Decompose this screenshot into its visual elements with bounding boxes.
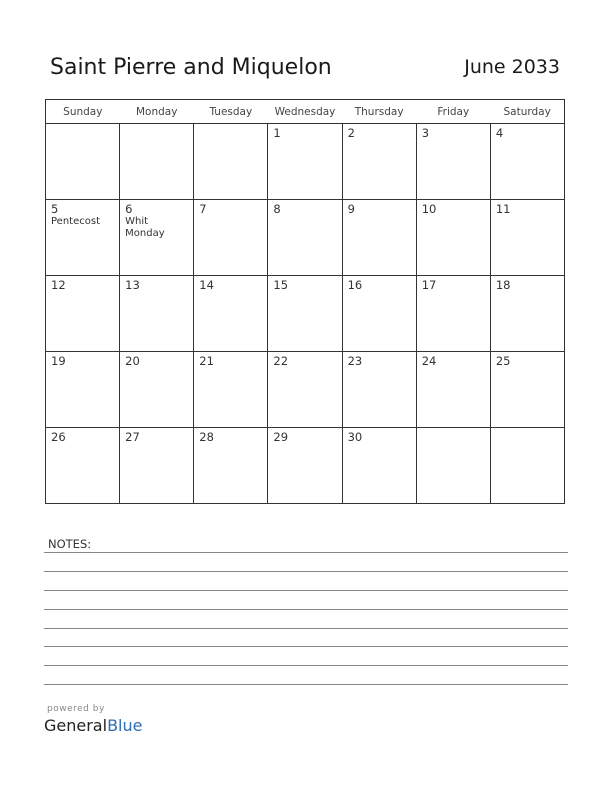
day-number: 26 <box>51 430 66 444</box>
day-cell <box>490 200 564 276</box>
day-number: 4 <box>495 126 504 140</box>
day-cell <box>46 124 120 200</box>
day-number: 8 <box>273 202 281 216</box>
day-number: 23 <box>347 354 363 368</box>
powered-by-text: powered by <box>47 704 105 714</box>
day-cell <box>268 428 342 504</box>
day-cell <box>194 124 268 200</box>
day-cell <box>194 276 268 352</box>
brand-logo <box>44 716 142 735</box>
day-number: 17 <box>421 278 437 292</box>
weekday-sunday: Sunday <box>46 100 120 124</box>
week-row <box>46 276 565 352</box>
day-cell <box>342 276 416 352</box>
day-number: 29 <box>273 430 289 444</box>
week-row <box>46 352 565 428</box>
brand-general: General <box>44 716 108 735</box>
day-number: 21 <box>199 354 214 368</box>
weekday-thursday: Thursday <box>342 100 416 124</box>
notes-label: NOTES: <box>48 537 92 551</box>
day-cell <box>342 352 416 428</box>
calendar-grid <box>45 99 565 504</box>
day-cell <box>416 124 490 200</box>
day-number: 15 <box>273 278 289 292</box>
day-cell <box>194 200 268 276</box>
notes-line <box>44 646 568 647</box>
week-row <box>46 428 565 504</box>
day-cell <box>194 352 268 428</box>
day-number: 13 <box>125 278 140 292</box>
day-cell <box>194 428 268 504</box>
day-number: 24 <box>421 354 437 368</box>
day-number: 6 <box>125 202 133 216</box>
week-row <box>46 124 565 200</box>
weekday-friday: Friday <box>416 100 490 124</box>
day-cell <box>490 428 564 504</box>
weekday-saturday: Saturday <box>490 100 564 124</box>
day-cell <box>490 124 564 200</box>
day-number: 19 <box>51 354 66 368</box>
weekday-tuesday: Tuesday <box>194 100 268 124</box>
day-number: 28 <box>199 430 214 444</box>
day-cell <box>416 352 490 428</box>
day-number: 1 <box>273 126 281 140</box>
day-cell <box>342 428 416 504</box>
day-number: 11 <box>495 202 511 216</box>
month-year: June 2033 <box>464 56 560 78</box>
day-number: 16 <box>347 278 363 292</box>
day-cell <box>120 352 194 428</box>
weekday-monday: Monday <box>120 100 194 124</box>
day-number: 5 <box>51 202 59 216</box>
day-cell <box>490 352 564 428</box>
day-number: 20 <box>125 354 140 368</box>
day-number: 25 <box>495 354 511 368</box>
day-cell <box>46 428 120 504</box>
brand-blue: Blue <box>107 716 143 735</box>
day-number: 22 <box>273 354 289 368</box>
notes-line <box>44 552 568 553</box>
day-cell <box>342 124 416 200</box>
day-number: 3 <box>421 126 430 140</box>
day-number: 27 <box>125 430 140 444</box>
calendar-title: Saint Pierre and Miquelon <box>50 55 332 80</box>
day-number: 7 <box>199 202 207 216</box>
day-cell <box>416 428 490 504</box>
day-number: 14 <box>199 278 214 292</box>
day-cell <box>46 276 120 352</box>
notes-line <box>44 590 568 591</box>
day-cell <box>416 200 490 276</box>
notes-line <box>44 609 568 610</box>
day-number: 2 <box>347 126 355 140</box>
day-cell <box>120 428 194 504</box>
week-row <box>46 200 565 276</box>
weekday-header-row <box>46 100 565 124</box>
day-cell <box>268 276 342 352</box>
day-cell <box>416 276 490 352</box>
day-number: 10 <box>421 202 437 216</box>
weekday-wednesday: Wednesday <box>268 100 342 124</box>
notes-line <box>44 684 568 685</box>
notes-line <box>44 665 568 666</box>
day-number: 18 <box>495 278 511 292</box>
notes-line <box>44 571 568 572</box>
day-cell <box>120 276 194 352</box>
day-cell <box>268 352 342 428</box>
day-cell <box>268 200 342 276</box>
day-cell <box>490 276 564 352</box>
day-number: 12 <box>51 278 66 292</box>
day-cell <box>46 352 120 428</box>
notes-line <box>44 628 568 629</box>
day-cell <box>342 200 416 276</box>
day-cell <box>120 200 194 276</box>
day-cell <box>268 124 342 200</box>
holiday-label: Pentecost <box>51 216 100 227</box>
day-number: 9 <box>347 202 355 216</box>
day-number: 30 <box>347 430 363 444</box>
day-cell <box>120 124 194 200</box>
holiday-label: Whit Monday <box>125 216 165 239</box>
day-cell <box>46 200 120 276</box>
